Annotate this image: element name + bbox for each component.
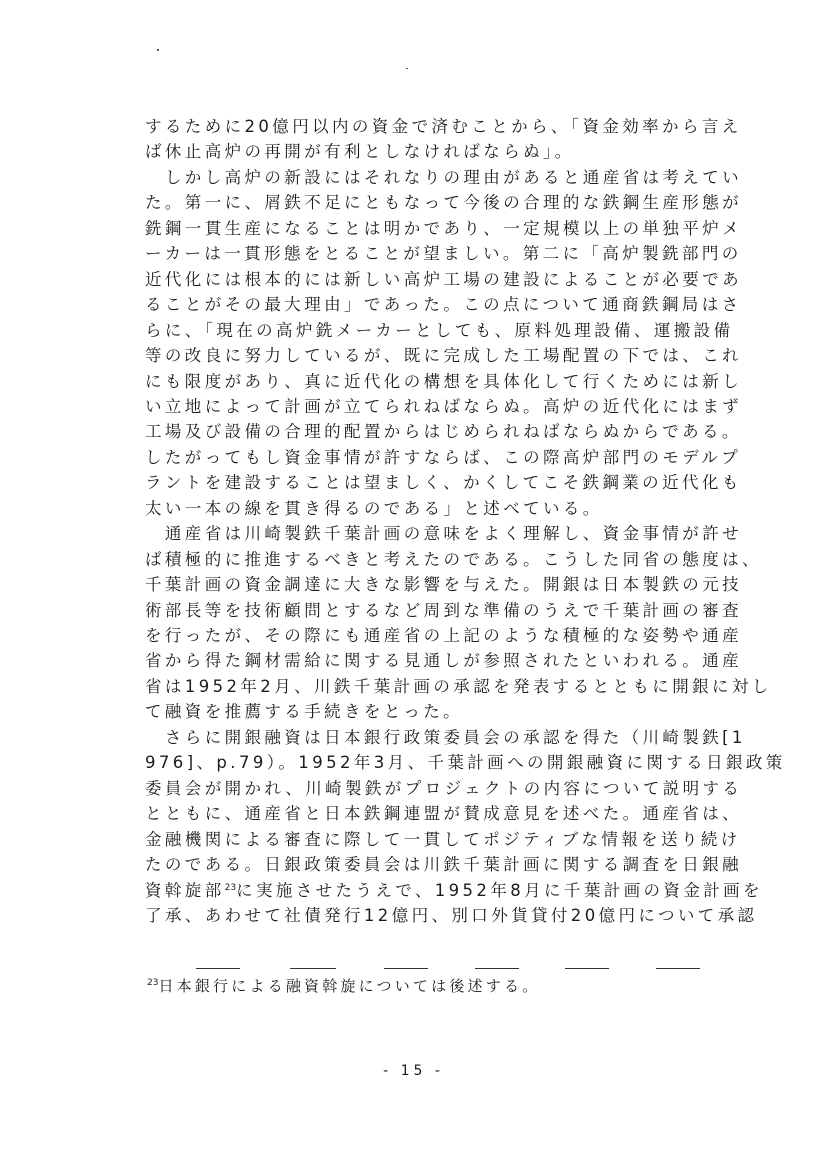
body-line-text: に実施させたうえで、1952年8月に千葉計画の資金計画を	[236, 880, 763, 900]
body-line: 金融機関による審査に際して一貫してポジティブな情報を送り続け	[145, 829, 741, 849]
footnote-rule	[384, 968, 428, 969]
body-line: らに、「現在の高炉銑メーカーとしても、原料処理設備、運搬設備	[145, 320, 734, 340]
body-line: て融資を推薦する手続きをとった。	[145, 702, 464, 722]
body-line: ば積極的に推進するべきと考えたのである。こうした同省の態度は、	[145, 549, 762, 569]
body-line: 術部長等を技術顧問とするなど周到な準備のうえで千葉計画の審査	[145, 600, 742, 620]
body-line: ラントを建設することは望ましく、かくしてこそ鉄鋼業の近代化も	[145, 473, 742, 493]
footnote-rule	[475, 968, 519, 969]
footnote-reference: 23	[224, 882, 237, 893]
body-line: たのである。日銀政策委員会は川鉄千葉計画に関する調査を日銀融	[145, 855, 742, 874]
body-line: ーカーは一貫形態をとることが望ましい。第二に「高炉製銑部門の	[145, 244, 742, 264]
body-line	[145, 880, 763, 900]
body-line: 了承、あわせて社債発行12億円、別口外貨貸付20億円について承認	[145, 905, 758, 925]
body-line: い立地によって計画が立てられねばならぬ。高炉の近代化にはまず	[145, 396, 742, 416]
scan-speck	[157, 49, 159, 51]
scan-speck	[406, 68, 408, 69]
body-line: 近代化には根本的には新しい高炉工場の建設によることが必要であ	[145, 269, 742, 289]
body-line: ば休止高炉の再開が有利としなければならぬ」。	[145, 142, 575, 162]
footnote-rule	[565, 968, 609, 969]
page-number: - 15 -	[383, 1063, 444, 1079]
body-line: 千葉計画の資金調達に大きな影響を与えた。開銀は日本製鉄の元技	[145, 575, 742, 595]
body-line-text: 資斡旋部	[145, 880, 225, 900]
footnote-text: 日本銀行による融資斡旋については後述する。	[158, 977, 541, 995]
footnote-rule	[196, 968, 240, 969]
body-line: 銑鋼一貫生産になることは明かであり、一定規模以上の単独平炉メ	[145, 218, 742, 238]
body-line: 省は1952年2月、川鉄千葉計画の承認を発表するとともに開銀に対し	[145, 676, 772, 696]
body-line: 工場及び設備の合理的配置からはじめられねばならぬからである。	[145, 422, 742, 442]
body-line: 通産省は川崎製鉄千葉計画の意味をよく理解し、資金事情が許せ	[145, 524, 742, 544]
body-line: したがってもし資金事情が許すならば、この際高炉部門のモデルプ	[145, 447, 742, 467]
body-line: 太い一本の線を貫き得るのである」と述べている。	[145, 498, 603, 518]
body-line: とともに、通産省と日本鉄鋼連盟が賛成意見を述べた。通産省は、	[145, 804, 742, 824]
body-line: にも限度があり、真に近代化の構想を具体化して行くためには新し	[145, 371, 742, 391]
body-line: 976]、p.79）。1952年3月、千葉計画への開銀融資に関する日銀政策	[145, 753, 786, 773]
body-line: 等の改良に努力しているが、既に完成した工場配置の下では、これ	[145, 346, 742, 365]
body-line: 省から得た鋼材需給に関する見通しが参照されたといわれる。通産	[145, 651, 742, 671]
footnote-rule	[656, 968, 700, 969]
body-line: するために20億円以内の資金で済むことから、「資金効率から言え	[145, 117, 742, 136]
body-line: ることがその最大理由」であった。この点について通商鉄鋼局はさ	[145, 295, 742, 315]
body-line: を行ったが、その際にも通産省の上記のような積極的な姿勢や通産	[145, 626, 742, 645]
body-line: しかし高炉の新設にはそれなりの理由があると通産省は考えてい	[145, 167, 742, 187]
footnote	[147, 975, 540, 996]
body-line: 委員会が開かれ、川崎製鉄がプロジェクトの内容について説明する	[145, 778, 743, 798]
body-line: た。第一に、屑鉄不足にともなって今後の合理的な鉄鋼生産形態が	[145, 193, 742, 213]
body-line: さらに開銀融資は日本銀行政策委員会の承認を得た（川崎製鉄[1	[145, 727, 746, 747]
footnote-rule	[290, 968, 336, 969]
footnote-marker: 23	[147, 978, 159, 988]
